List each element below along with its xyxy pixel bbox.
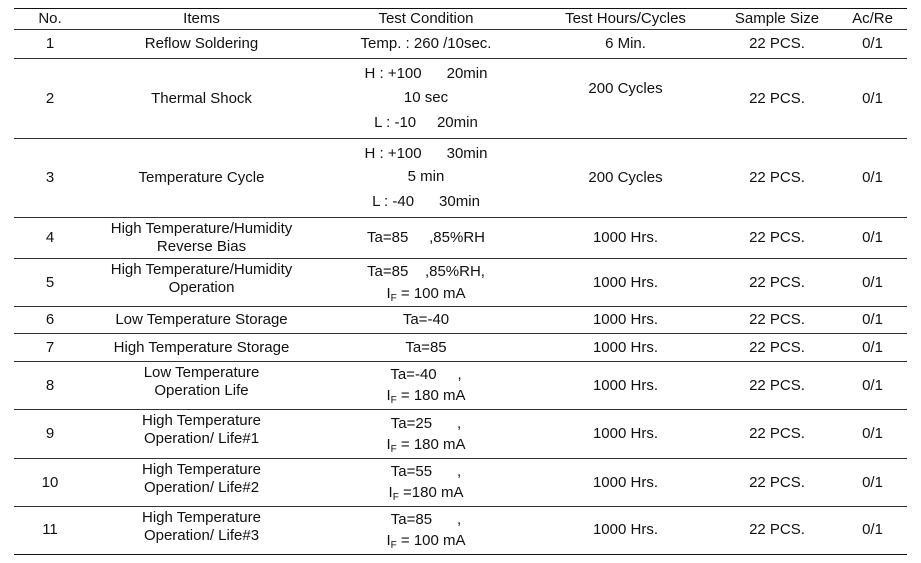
- row-ac-re: 0/1: [862, 229, 883, 246]
- row-condition: Ta=85 ,85%RH: [367, 229, 485, 246]
- current-subscript: F: [390, 540, 397, 551]
- row-ac-re: 0/1: [862, 521, 883, 538]
- row-item-line: High Temperature: [142, 461, 261, 478]
- current-value: = 180 mA: [396, 387, 466, 404]
- row-condition-high: H : +100 20min: [364, 65, 488, 82]
- row-condition-temp: Ta=85 ,85%RH,: [367, 263, 485, 280]
- row-number: 7: [45, 338, 55, 356]
- header-test-condition: Test Condition: [378, 10, 474, 27]
- header-no: No.: [38, 10, 62, 27]
- row-hours: 1000 Hrs.: [592, 376, 659, 394]
- row-hours: 1000 Hrs.: [592, 425, 659, 442]
- row-sample-size: 22 PCS.: [749, 376, 805, 394]
- row-item: [86, 259, 317, 299]
- row-condition-temp: Ta=85 ,: [390, 511, 462, 528]
- row-hours: 1000 Hrs.: [592, 473, 659, 491]
- current-value: = 180 mA: [396, 436, 466, 453]
- row-condition: Ta=-40: [402, 311, 450, 328]
- row-sample-size: 22 PCS.: [749, 169, 805, 186]
- row-sample-size: 22 PCS.: [749, 311, 805, 328]
- row-hours: 1000 Hrs.: [592, 521, 659, 538]
- row-number: 6: [45, 311, 55, 328]
- row-condition-high: H : +100 30min: [364, 145, 488, 162]
- row-sample-size: 22 PCS.: [749, 521, 805, 538]
- current-subscript: F: [390, 293, 397, 304]
- row-hours: 1000 Hrs.: [592, 273, 659, 291]
- row-condition: Ta=85: [405, 338, 447, 356]
- row-ac-re: 0/1: [862, 311, 883, 328]
- row-number: 3: [45, 169, 55, 186]
- row-number: 8: [45, 376, 55, 394]
- row-sample-size: 22 PCS.: [749, 473, 805, 491]
- row-item-line: High Temperature/Humidity: [110, 261, 293, 278]
- current-subscript: F: [390, 444, 397, 455]
- header-test-hours: Test Hours/Cycles: [565, 10, 686, 27]
- current-symbol: I: [386, 285, 391, 302]
- row-item: [86, 410, 317, 450]
- row-condition-current: [317, 532, 535, 552]
- row-item-line: High Temperature/Humidity: [110, 220, 293, 237]
- row-ac-re: 0/1: [862, 169, 883, 186]
- row-item: High Temperature Storage: [113, 338, 290, 356]
- row-ac-re: 0/1: [862, 473, 883, 491]
- row-condition-temp: Ta=-40 ,: [390, 366, 462, 383]
- row-item-line: Operation Life: [154, 382, 249, 399]
- row-condition-dwell: 5 min: [407, 168, 445, 185]
- row-ac-re: 0/1: [862, 35, 883, 52]
- row-item: Reflow Soldering: [144, 35, 259, 52]
- row-sample-size: 22 PCS.: [749, 89, 805, 107]
- row-number: 11: [42, 521, 58, 538]
- row-sample-size: 22 PCS.: [749, 273, 805, 291]
- row-hours: 1000 Hrs.: [592, 229, 659, 246]
- row-item-line: High Temperature: [142, 509, 261, 526]
- row-condition: Temp. : 260 /10sec.: [360, 35, 492, 52]
- row-condition-temp: Ta=25 ,: [390, 415, 462, 432]
- row-item-line: Operation/ Life#2: [143, 479, 260, 496]
- row-item: [86, 218, 317, 258]
- row-item: [86, 507, 317, 547]
- row-number: 1: [45, 35, 55, 52]
- row-condition-current: [317, 484, 535, 504]
- current-symbol: I: [386, 387, 391, 404]
- row-ac-re: 0/1: [862, 376, 883, 394]
- row-sample-size: 22 PCS.: [749, 425, 805, 442]
- current-value: = 100 mA: [396, 532, 466, 549]
- row-number: 10: [41, 473, 59, 491]
- current-value: = 100 mA: [396, 285, 466, 302]
- row-number: 2: [45, 89, 55, 107]
- row-ac-re: 0/1: [862, 425, 883, 442]
- row-item-line: Operation: [168, 279, 235, 296]
- row-number: 4: [45, 229, 55, 246]
- row-condition-low: L : -40 30min: [372, 193, 480, 210]
- row-condition-current: [317, 436, 535, 456]
- row-condition-dwell: 10 sec: [403, 89, 449, 106]
- row-hours: 6 Min.: [605, 35, 646, 52]
- row-hours: 200 Cycles: [588, 169, 663, 186]
- row-item: Low Temperature Storage: [115, 311, 288, 328]
- header-items: Items: [183, 10, 220, 27]
- header-sample-size: Sample Size: [734, 10, 820, 27]
- row-sample-size: 22 PCS.: [749, 35, 805, 52]
- row-item: Thermal Shock: [151, 89, 252, 107]
- row-item: Temperature Cycle: [138, 169, 265, 186]
- row-item-line: Operation/ Life#1: [143, 430, 260, 447]
- row-condition-current: [317, 387, 535, 407]
- current-subscript: F: [390, 395, 397, 406]
- row-ac-re: 0/1: [862, 273, 883, 291]
- current-symbol: I: [386, 532, 391, 549]
- row-item-line: Operation/ Life#3: [143, 527, 260, 544]
- row-hours: 1000 Hrs.: [592, 338, 659, 356]
- row-item-line: High Temperature: [142, 412, 261, 429]
- row-item-line: Low Temperature: [143, 364, 260, 381]
- row-ac-re: 0/1: [862, 89, 883, 107]
- row-condition-temp: Ta=55 ,: [390, 463, 462, 480]
- current-symbol: I: [386, 436, 391, 453]
- table-bottom-rule: [14, 554, 907, 555]
- header-ac-re: Ac/Re: [852, 10, 893, 27]
- row-item: [86, 362, 317, 402]
- row-item: [86, 459, 317, 499]
- row-condition-low: L : -10 20min: [374, 114, 478, 131]
- row-condition-current: [317, 285, 535, 305]
- current-value: =180 mA: [398, 484, 464, 501]
- row-ac-re: 0/1: [862, 338, 883, 356]
- row-sample-size: 22 PCS.: [749, 338, 805, 356]
- reliability-test-table: [14, 8, 907, 560]
- current-subscript: F: [392, 492, 399, 503]
- row-number: 5: [45, 273, 55, 291]
- row-item-line: Reverse Bias: [156, 238, 247, 255]
- row-sample-size: 22 PCS.: [749, 229, 805, 246]
- row-number: 9: [45, 425, 55, 442]
- row-hours: 1000 Hrs.: [592, 311, 659, 328]
- row-hours: 200 Cycles: [588, 80, 663, 97]
- current-symbol: I: [388, 484, 393, 501]
